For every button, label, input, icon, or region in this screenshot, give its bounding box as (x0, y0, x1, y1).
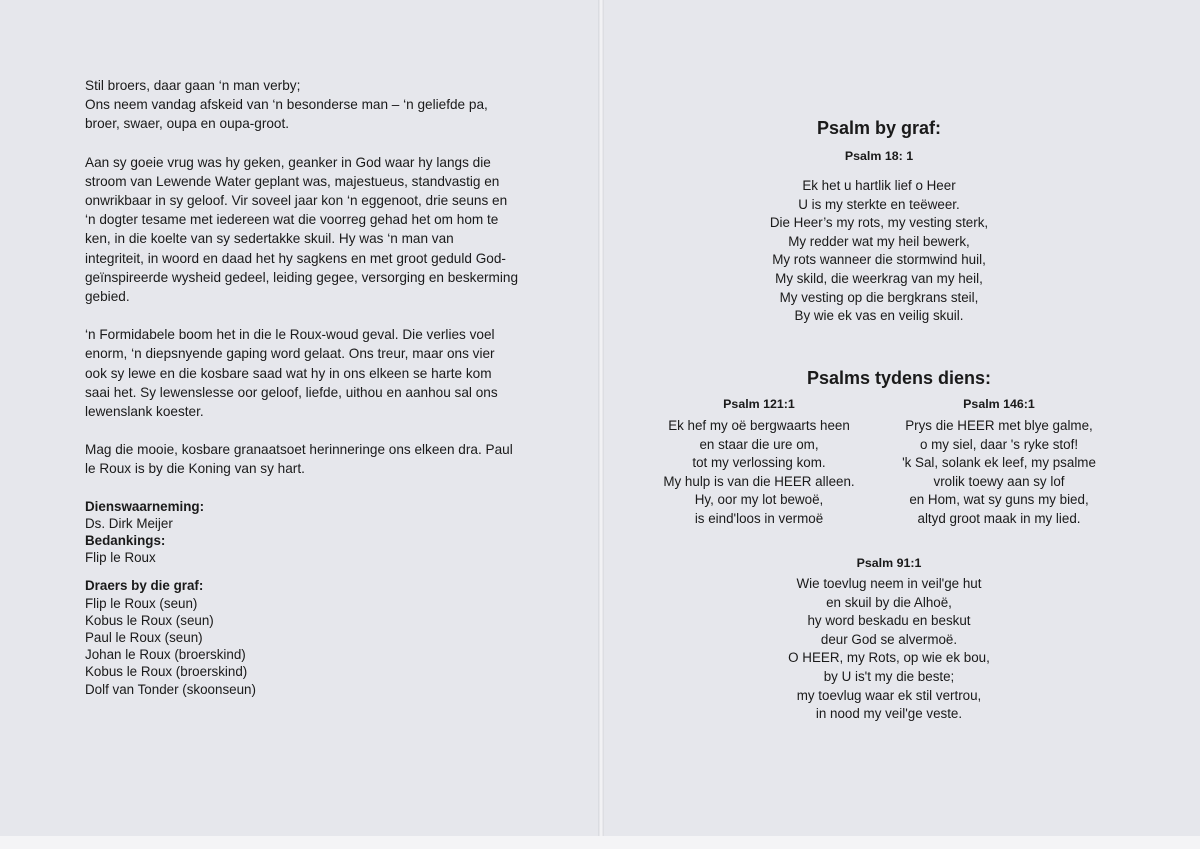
paragraph-line: stroom van Lewende Water geplant was, majestueus, standvastig en (85, 173, 500, 189)
right-page (604, 0, 1200, 849)
paragraph-line: integriteit, in woord en daad het hy sagkens en met groot geduld God- (85, 250, 506, 266)
verse-line: hy word beskadu en beskut (807, 613, 971, 629)
verse-line: My hulp is van die HEER alleen. (663, 473, 855, 489)
paragraph-line: onwrikbaar in sy geloof. Vir soveel jaar kon ‘n eggenoot, drie seuns en (85, 193, 508, 209)
verse-line: o my siel, daar 's ryke stof! (919, 436, 1079, 452)
psalm-146-verse (879, 417, 1119, 529)
verse-line: is eind'loos in vermoë (694, 510, 824, 526)
verse-line: O HEER, my Rots, op wie ek bou, (788, 650, 990, 666)
paper-edge (0, 836, 1200, 849)
verse-line: Hy, oor my lot bewoë, (694, 492, 824, 508)
psalm-121-verse (644, 417, 874, 529)
paragraph-line: le Roux is by die Koning van sy hart. (85, 461, 305, 477)
service-credit (85, 498, 555, 532)
service-name: Ds. Dirk Meijer (85, 515, 173, 531)
thanks-name: Flip le Roux (85, 550, 156, 566)
paragraph-line: Aan sy goeie vrug was hy geken, geanker in God waar hy langs die (85, 154, 491, 170)
paragraph-line: Stil broers, daar gaan ‘n man verby; (85, 78, 301, 93)
verse-line: My skild, die weerkrag van my heil, (775, 270, 983, 286)
paragraph-line: ‘n dogter tesame met iedereen wat die voorreg gehad het om hom te (85, 212, 499, 228)
verse-line: 'k Sal, solank ek leef, my psalme (902, 455, 1096, 471)
left-page (0, 0, 598, 849)
paragraph-line: broer, swaer, oupa en oupa-groot. (85, 116, 290, 132)
verse-line: my toevlug waar ek stil vertrou, (796, 687, 982, 703)
bearer-name: Dolf van Tonder (skoonseun) (85, 681, 256, 697)
service-heading: Dienswaarneming: (85, 498, 205, 514)
verse-line: by U is't my die beste; (823, 668, 955, 684)
verse-line: By wie ek vas en veilig skuil. (794, 308, 964, 324)
credits (85, 498, 555, 698)
paragraph-line: ook sy lewe en die kosbare saad wat hy in ons elkeen se harte kom (85, 365, 492, 381)
paragraph-line: Ons neem vandag afskeid van ‘n besonderse man – ‘n geliefde pa, (85, 97, 488, 113)
verse-line: My vesting op die bergkrans steil, (779, 289, 979, 305)
psalm-91-ref: Psalm 91:1 (856, 556, 922, 570)
paragraph-line: lewenslank koester. (85, 404, 204, 420)
paragraph-line: saai het. Sy lewenslesse oor geloof, liefde, uithou en aanhou sal ons (85, 384, 498, 400)
verse-line: Wie toevlug neem in veil'ge hut (796, 576, 982, 591)
bearer-name: Flip le Roux (seun) (85, 595, 198, 611)
tribute-text (85, 76, 555, 698)
paragraph-line: geïnspireerde wysheid gedeel, leiding gegee, versorging en beskerming (85, 269, 519, 285)
verse-line: altyd groot maak in my lied. (917, 510, 1081, 526)
verse-line: Ek hef my oë bergwaarts heen (668, 418, 850, 433)
paragraph-line: Mag die mooie, kosbare granaatsoet herinneringe ons elkeen dra. Paul (85, 442, 513, 458)
bearers-heading: Draers by die graf: (85, 578, 204, 594)
verse-line: en skuil by die Alhoë, (826, 594, 952, 610)
verse-line: tot my verlossing kom. (692, 455, 826, 471)
paragraph-4 (85, 440, 555, 478)
bearers-credit (85, 577, 555, 697)
paragraph-line: enorm, ‘n diepsnyende gaping word gelaat. Ons treur, maar ons vier (85, 346, 495, 362)
verse-line: vrolik toewy aan sy lof (933, 473, 1065, 489)
paragraph-3 (85, 325, 555, 421)
thanks-credit (85, 532, 555, 566)
verse-line: en staar die ure om, (699, 436, 819, 452)
verse-line: Prys die HEER met blye galme, (905, 418, 1093, 433)
thanks-heading: Bedankings: (85, 533, 166, 549)
paragraph-line: ‘n Formidabele boom het in die le Roux-woud geval. Die verlies voel (85, 327, 495, 343)
paragraph-1 (85, 76, 555, 134)
verse-line: in nood my veil'ge veste. (815, 706, 963, 722)
verse-line: deur God se alvermoë. (820, 631, 958, 647)
paragraph-2 (85, 153, 555, 307)
verse-line: en Hom, wat sy guns my bied, (909, 492, 1089, 508)
bearer-name: Johan le Roux (broerskind) (85, 647, 246, 663)
bearer-name: Kobus le Roux (seun) (85, 612, 214, 628)
bearer-name: Kobus le Roux (broerskind) (85, 664, 248, 680)
grave-psalm-verse (709, 177, 1049, 326)
verse-line: Ek het u hartlik lief o Heer (802, 178, 956, 193)
service-psalms-heading: Psalms tydens diens: (806, 368, 992, 388)
psalm-121-ref: Psalm 121:1 (723, 397, 795, 411)
paragraph-line: ken, in die koelte van sy sedertakke skuil. Hy was ‘n man van (85, 231, 454, 247)
psalm-91-verse (769, 575, 1009, 724)
paragraph-line: gebied. (85, 289, 130, 305)
psalm-146-ref: Psalm 146:1 (963, 397, 1035, 411)
grave-psalm-ref: Psalm 18: 1 (844, 149, 914, 163)
verse-line: My rots wanneer die stormwind huil, (772, 252, 986, 268)
verse-line: My redder wat my heil bewerk, (788, 233, 970, 249)
bearer-name: Paul le Roux (seun) (85, 630, 203, 646)
verse-line: Die Heer’s my rots, my vesting sterk, (769, 215, 989, 231)
verse-line: U is my sterkte en teëweer. (798, 196, 960, 212)
grave-psalm-heading: Psalm by graf: (816, 118, 942, 138)
